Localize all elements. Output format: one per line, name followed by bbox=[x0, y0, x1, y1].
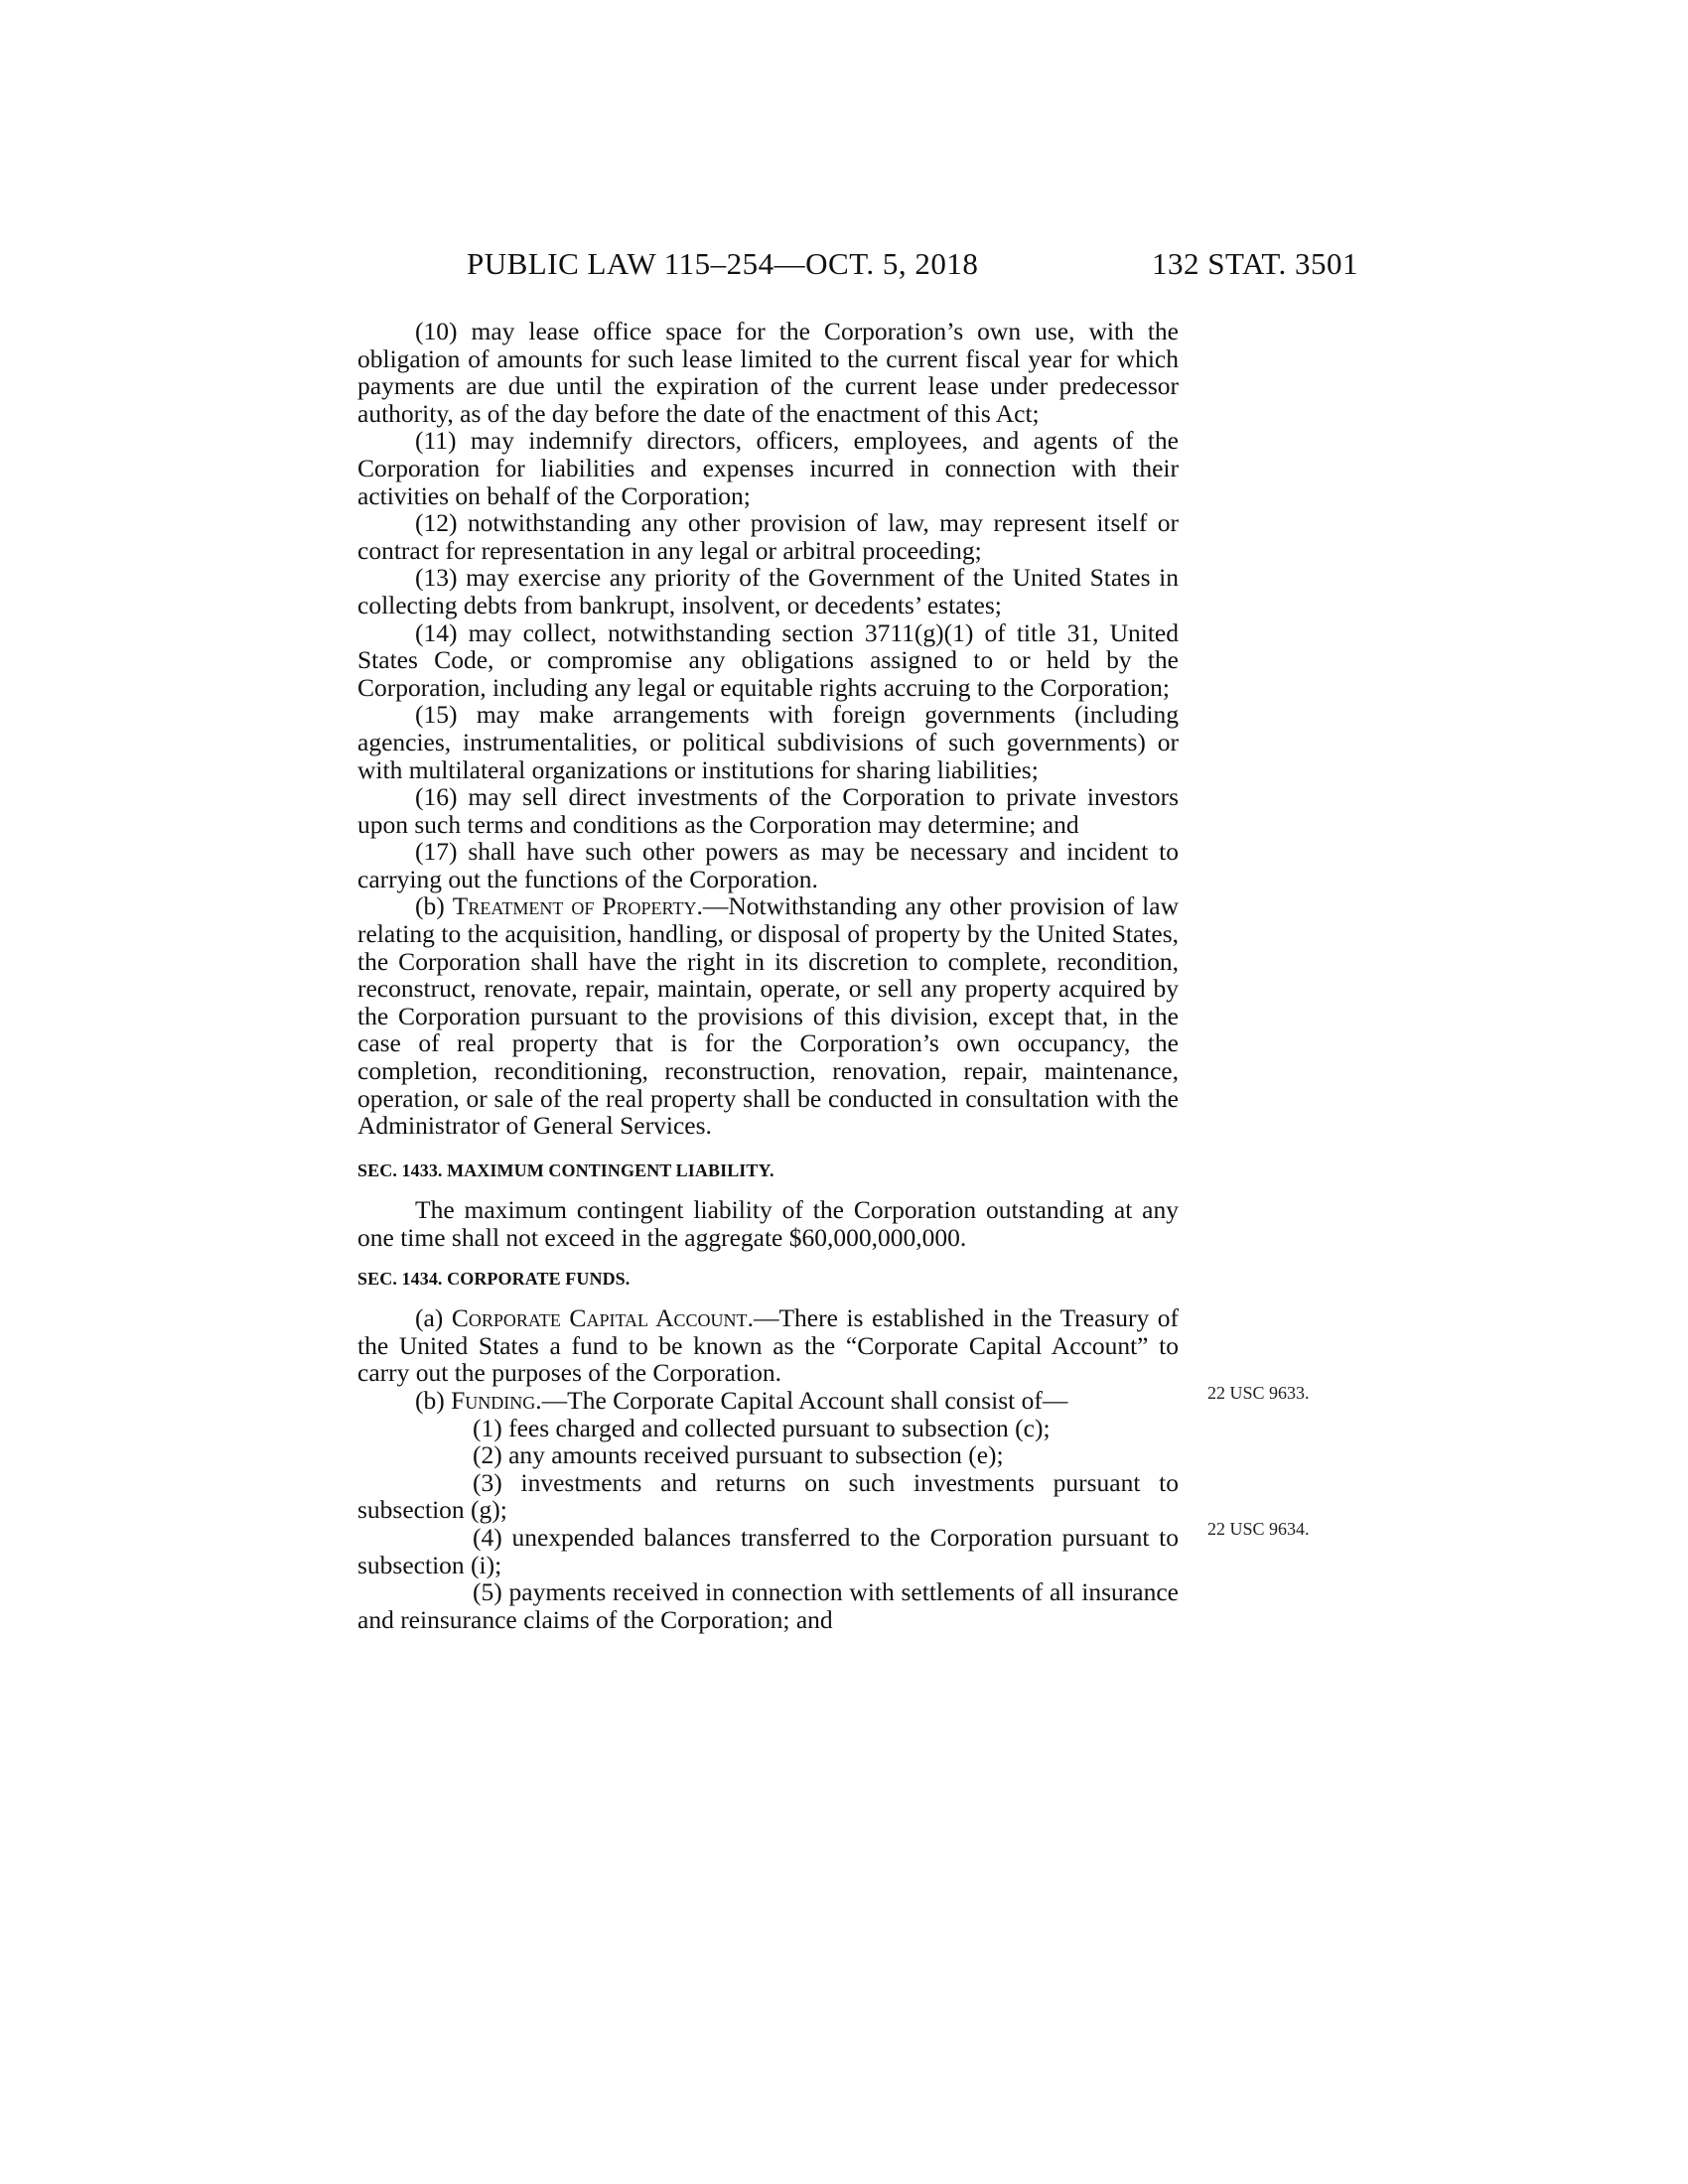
subsection-b-treatment-of-property bbox=[357, 892, 1179, 1139]
funding-item: (4) unexpended balances transferred to the Corporation pursuant to subsection (i); bbox=[357, 1522, 1179, 1579]
list-item: (13) may exercise any priority of the Government of the United States in collecting debts from bankrupt, insolvent, or decedents’ estates; bbox=[357, 563, 1179, 619]
heading-dash: .— bbox=[747, 1303, 779, 1333]
page-header-title: PUBLIC LAW 115–254—OCT. 5, 2018 bbox=[467, 246, 979, 281]
subsection-heading: Treatment of Property bbox=[452, 891, 697, 921]
list-item: (15) may make arrangements with foreign governments (including agencies, instrumentalities, or political subdivisions of such governments) or with multilateral organizations or institutions for sharing liabilities; bbox=[357, 700, 1179, 784]
margin-citation-9634: 22 USC 9634. bbox=[1207, 1519, 1310, 1539]
section-heading-1433: SEC. 1433. MAXIMUM CONTINGENT LIABILITY. bbox=[357, 1160, 774, 1180]
subsection-a-corporate-capital-account bbox=[357, 1304, 1179, 1387]
subsection-label: (b) bbox=[415, 1385, 452, 1415]
section-1433-text: The maximum contingent liability of the Corporation outstanding at any one time shall not exceed in the aggregate $60,000,000,000. bbox=[357, 1195, 1179, 1252]
subsection-text: There is established in the Treasury of the United States a fund to be known as the “Corporate Capital Account” to carry out the purposes of the Corporation. bbox=[357, 1303, 1179, 1388]
subsection-label: (b) bbox=[415, 891, 453, 921]
body-column bbox=[357, 318, 1179, 1633]
section-heading-1434: SEC. 1434. CORPORATE FUNDS. bbox=[357, 1268, 631, 1289]
subsection-text: Notwithstanding any other provision of law relating to the acquisition, handling, or disposal of property by the United States, the Corporation shall have the right in its discretion to complete, recondition, reconstruct, renovate, repair, maintain, operate, or sell any property acquired by the Corporation pursuant to the provisions of this division, except that, in the case of real property that is for the Corporation’s own occupancy, the completion, reconditioning, reconstruction, renovation, repair, maintenance, operation, or sale of the real property shall be conducted in consultation with the Administrator of General Services. bbox=[357, 891, 1179, 1141]
funding-item: (2) any amounts received pursuant to subsection (e); bbox=[473, 1440, 1004, 1470]
subsection-b-funding bbox=[357, 1387, 1179, 1415]
funding-item: (1) fees charged and collected pursuant to subsection (c); bbox=[473, 1413, 1051, 1442]
list-item: (12) notwithstanding any other provision of law, may represent itself or contract for representation in any legal or arbitral proceeding; bbox=[357, 508, 1179, 565]
subsection-text: The Corporate Capital Account shall consist of— bbox=[567, 1385, 1068, 1415]
page-header-stat: 132 STAT. 3501 bbox=[1152, 246, 1359, 281]
heading-dash: .— bbox=[696, 891, 729, 921]
list-item: (14) may collect, notwithstanding section 3711(g)(1) of title 31, United States Code, or compromise any obligations assigned to or held by the Corporation, including any legal or equitable rights accruing to the Corporation; bbox=[357, 617, 1179, 702]
subsection-heading: Corporate Capital Account bbox=[451, 1303, 748, 1333]
subsection-heading: Funding bbox=[451, 1385, 536, 1415]
funding-item: (5) payments received in connection with settlements of all insurance and reinsurance claims of the Corporation; and bbox=[357, 1577, 1179, 1634]
funding-item: (3) investments and returns on such investments pursuant to subsection (g); bbox=[357, 1467, 1179, 1525]
heading-dash: .— bbox=[535, 1385, 568, 1415]
subsection-label: (a) bbox=[415, 1303, 452, 1333]
margin-citation-9633: 22 USC 9633. bbox=[1207, 1383, 1310, 1403]
list-item: (16) may sell direct investments of the Corporation to private investors upon such terms and conditions as the Corporation may determine; and bbox=[357, 782, 1179, 839]
list-item: (11) may indemnify directors, officers, employees, and agents of the Corporation for liabilities and expenses incurred in connection with their activities on behalf of the Corporation; bbox=[357, 426, 1179, 510]
list-item: (17) shall have such other powers as may be necessary and incident to carrying out the functions of the Corporation. bbox=[357, 837, 1179, 893]
list-item: (10) may lease office space for the Corporation’s own use, with the obligation of amounts for such lease limited to the current fiscal year for which payments are due until the expiration of the current lease under predecessor authority, as of the day before the date of the enactment of this Act; bbox=[357, 317, 1179, 428]
